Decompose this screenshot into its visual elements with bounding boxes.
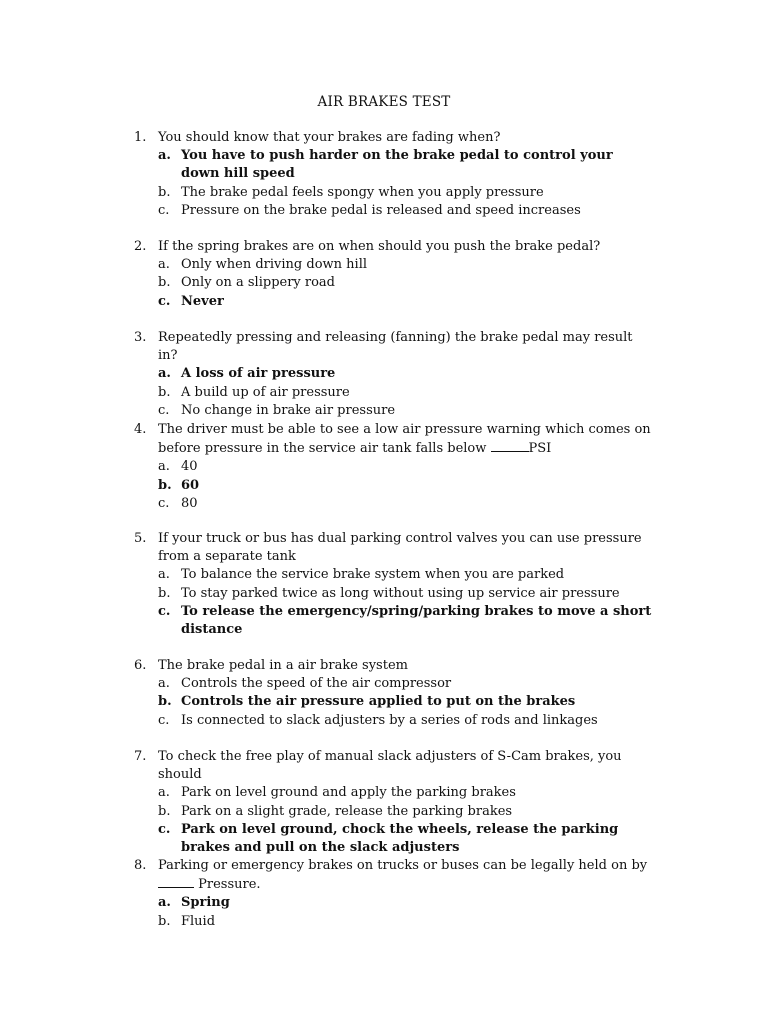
question-text-after: Pressure. <box>194 877 261 893</box>
option-b <box>158 384 654 402</box>
option-text: Never <box>181 293 224 309</box>
question-3 <box>134 329 654 420</box>
option-text: Pressure on the brake pedal is released and speed increases <box>181 202 581 218</box>
question-text: You should know that your brakes are fading when? <box>158 130 501 145</box>
option-letter: c. <box>158 712 170 728</box>
option-b <box>158 477 654 495</box>
option-a <box>158 894 654 912</box>
option-b <box>158 184 654 202</box>
option-letter: c. <box>158 402 170 418</box>
option-text: No change in brake air pressure <box>181 402 396 418</box>
option-c <box>158 402 654 420</box>
option-text: Only on a slippery road <box>181 275 336 291</box>
option-text: A loss of air pressure <box>181 366 336 382</box>
option-b <box>158 274 654 292</box>
option-letter: b. <box>158 384 171 400</box>
question-text <box>158 857 654 894</box>
option-letter: b. <box>158 477 172 493</box>
option-text: Is connected to slack adjusters by a series of rods and linkages <box>181 712 598 728</box>
question-text-before: Parking or emergency brakes on trucks or buses can be legally held on by <box>158 858 648 873</box>
question-number: 2. <box>134 239 147 254</box>
options-list <box>158 256 654 311</box>
question-6 <box>134 657 654 730</box>
option-letter: a. <box>158 676 170 692</box>
question-2 <box>134 238 654 311</box>
option-c <box>158 821 654 857</box>
option-b <box>158 803 654 821</box>
options-list <box>158 147 654 220</box>
options-list <box>158 675 654 730</box>
question-8 <box>134 857 654 931</box>
option-letter: a. <box>158 257 170 273</box>
option-c <box>158 712 654 730</box>
option-a <box>158 147 654 183</box>
option-text: 40 <box>181 459 198 475</box>
option-letter: a. <box>158 148 171 164</box>
question-text: The brake pedal in a air brake system <box>158 658 408 673</box>
option-a <box>158 256 654 274</box>
options-list <box>158 365 654 420</box>
option-text: Fluid <box>181 913 216 929</box>
question-text: If the spring brakes are on when should you push the brake pedal? <box>158 239 601 254</box>
option-text: To release the emergency/spring/parking brakes to move a short distance <box>181 603 652 638</box>
question-number: 7. <box>134 749 147 764</box>
option-text: The brake pedal feels spongy when you apply pressure <box>181 184 544 200</box>
test-title: AIR BRAKES TEST <box>317 94 451 110</box>
option-letter: c. <box>158 495 170 511</box>
question-number: 5. <box>134 531 147 546</box>
option-letter: a. <box>158 459 170 475</box>
option-text: Park on a slight grade, release the parking brakes <box>181 803 513 819</box>
option-letter: c. <box>158 603 171 619</box>
option-text: A build up of air pressure <box>181 384 350 400</box>
option-a <box>158 675 654 693</box>
option-a <box>158 784 654 802</box>
option-text: 80 <box>181 495 198 511</box>
option-letter: b. <box>158 275 171 291</box>
question-text: To check the free play of manual slack adjusters of S-Cam brakes, you should <box>158 749 622 783</box>
question-5 <box>134 530 654 639</box>
question-number: 8. <box>134 858 147 873</box>
option-text: 60 <box>181 477 200 493</box>
option-letter: b. <box>158 913 171 929</box>
option-text: Park on level ground, chock the wheels, release the parking brakes and pull on the slack adjusters <box>181 821 619 856</box>
option-text: Spring <box>181 895 230 911</box>
option-text: Only when driving down hill <box>181 257 368 273</box>
question-number: 3. <box>134 330 147 345</box>
option-c <box>158 603 654 639</box>
option-letter: c. <box>158 202 170 218</box>
option-letter: a. <box>158 567 170 583</box>
option-letter: b. <box>158 803 171 819</box>
option-letter: a. <box>158 895 171 911</box>
option-a <box>158 365 654 383</box>
option-letter: a. <box>158 366 171 382</box>
option-b <box>158 693 654 711</box>
question-number: 4. <box>134 422 147 437</box>
question-number: 1. <box>134 130 147 145</box>
option-text: To stay parked twice as long without using up service air pressure <box>181 585 620 601</box>
question-text: If your truck or bus has dual parking control valves you can use pressure from a separate tank <box>158 531 642 565</box>
option-b <box>158 913 654 931</box>
option-text: You have to push harder on the brake pedal to control your down hill speed <box>181 148 613 182</box>
option-b <box>158 585 654 603</box>
option-text: Controls the speed of the air compressor <box>181 676 452 692</box>
question-text-after: PSI <box>528 441 552 457</box>
question-1 <box>134 129 654 220</box>
option-a <box>158 458 654 476</box>
question-number: 6. <box>134 658 147 673</box>
option-letter: c. <box>158 821 171 837</box>
option-letter: c. <box>158 293 171 309</box>
option-text: Controls the air pressure applied to put on the brakes <box>181 694 576 710</box>
options-list <box>158 458 654 513</box>
options-list <box>158 784 654 857</box>
question-7 <box>134 748 654 857</box>
question-4 <box>134 421 654 513</box>
options-list <box>158 566 654 639</box>
answer-blank <box>491 439 529 452</box>
option-text: To balance the service brake system when you are parked <box>181 567 565 583</box>
option-c <box>158 495 654 513</box>
question-text-before: The driver must be able to see a low air pressure warning which comes on before pressure in the service air tank falls below <box>158 422 651 457</box>
question-text <box>158 421 654 458</box>
option-letter: a. <box>158 785 170 801</box>
option-text: Park on level ground and apply the parking brakes <box>181 785 516 801</box>
option-a <box>158 566 654 584</box>
answer-blank <box>158 875 194 888</box>
option-c <box>158 202 654 220</box>
option-c <box>158 293 654 311</box>
option-letter: b. <box>158 184 171 200</box>
options-list <box>158 894 654 930</box>
option-letter: b. <box>158 585 171 601</box>
option-letter: b. <box>158 694 172 710</box>
question-text: Repeatedly pressing and releasing (fanning) the brake pedal may result in? <box>158 330 633 364</box>
